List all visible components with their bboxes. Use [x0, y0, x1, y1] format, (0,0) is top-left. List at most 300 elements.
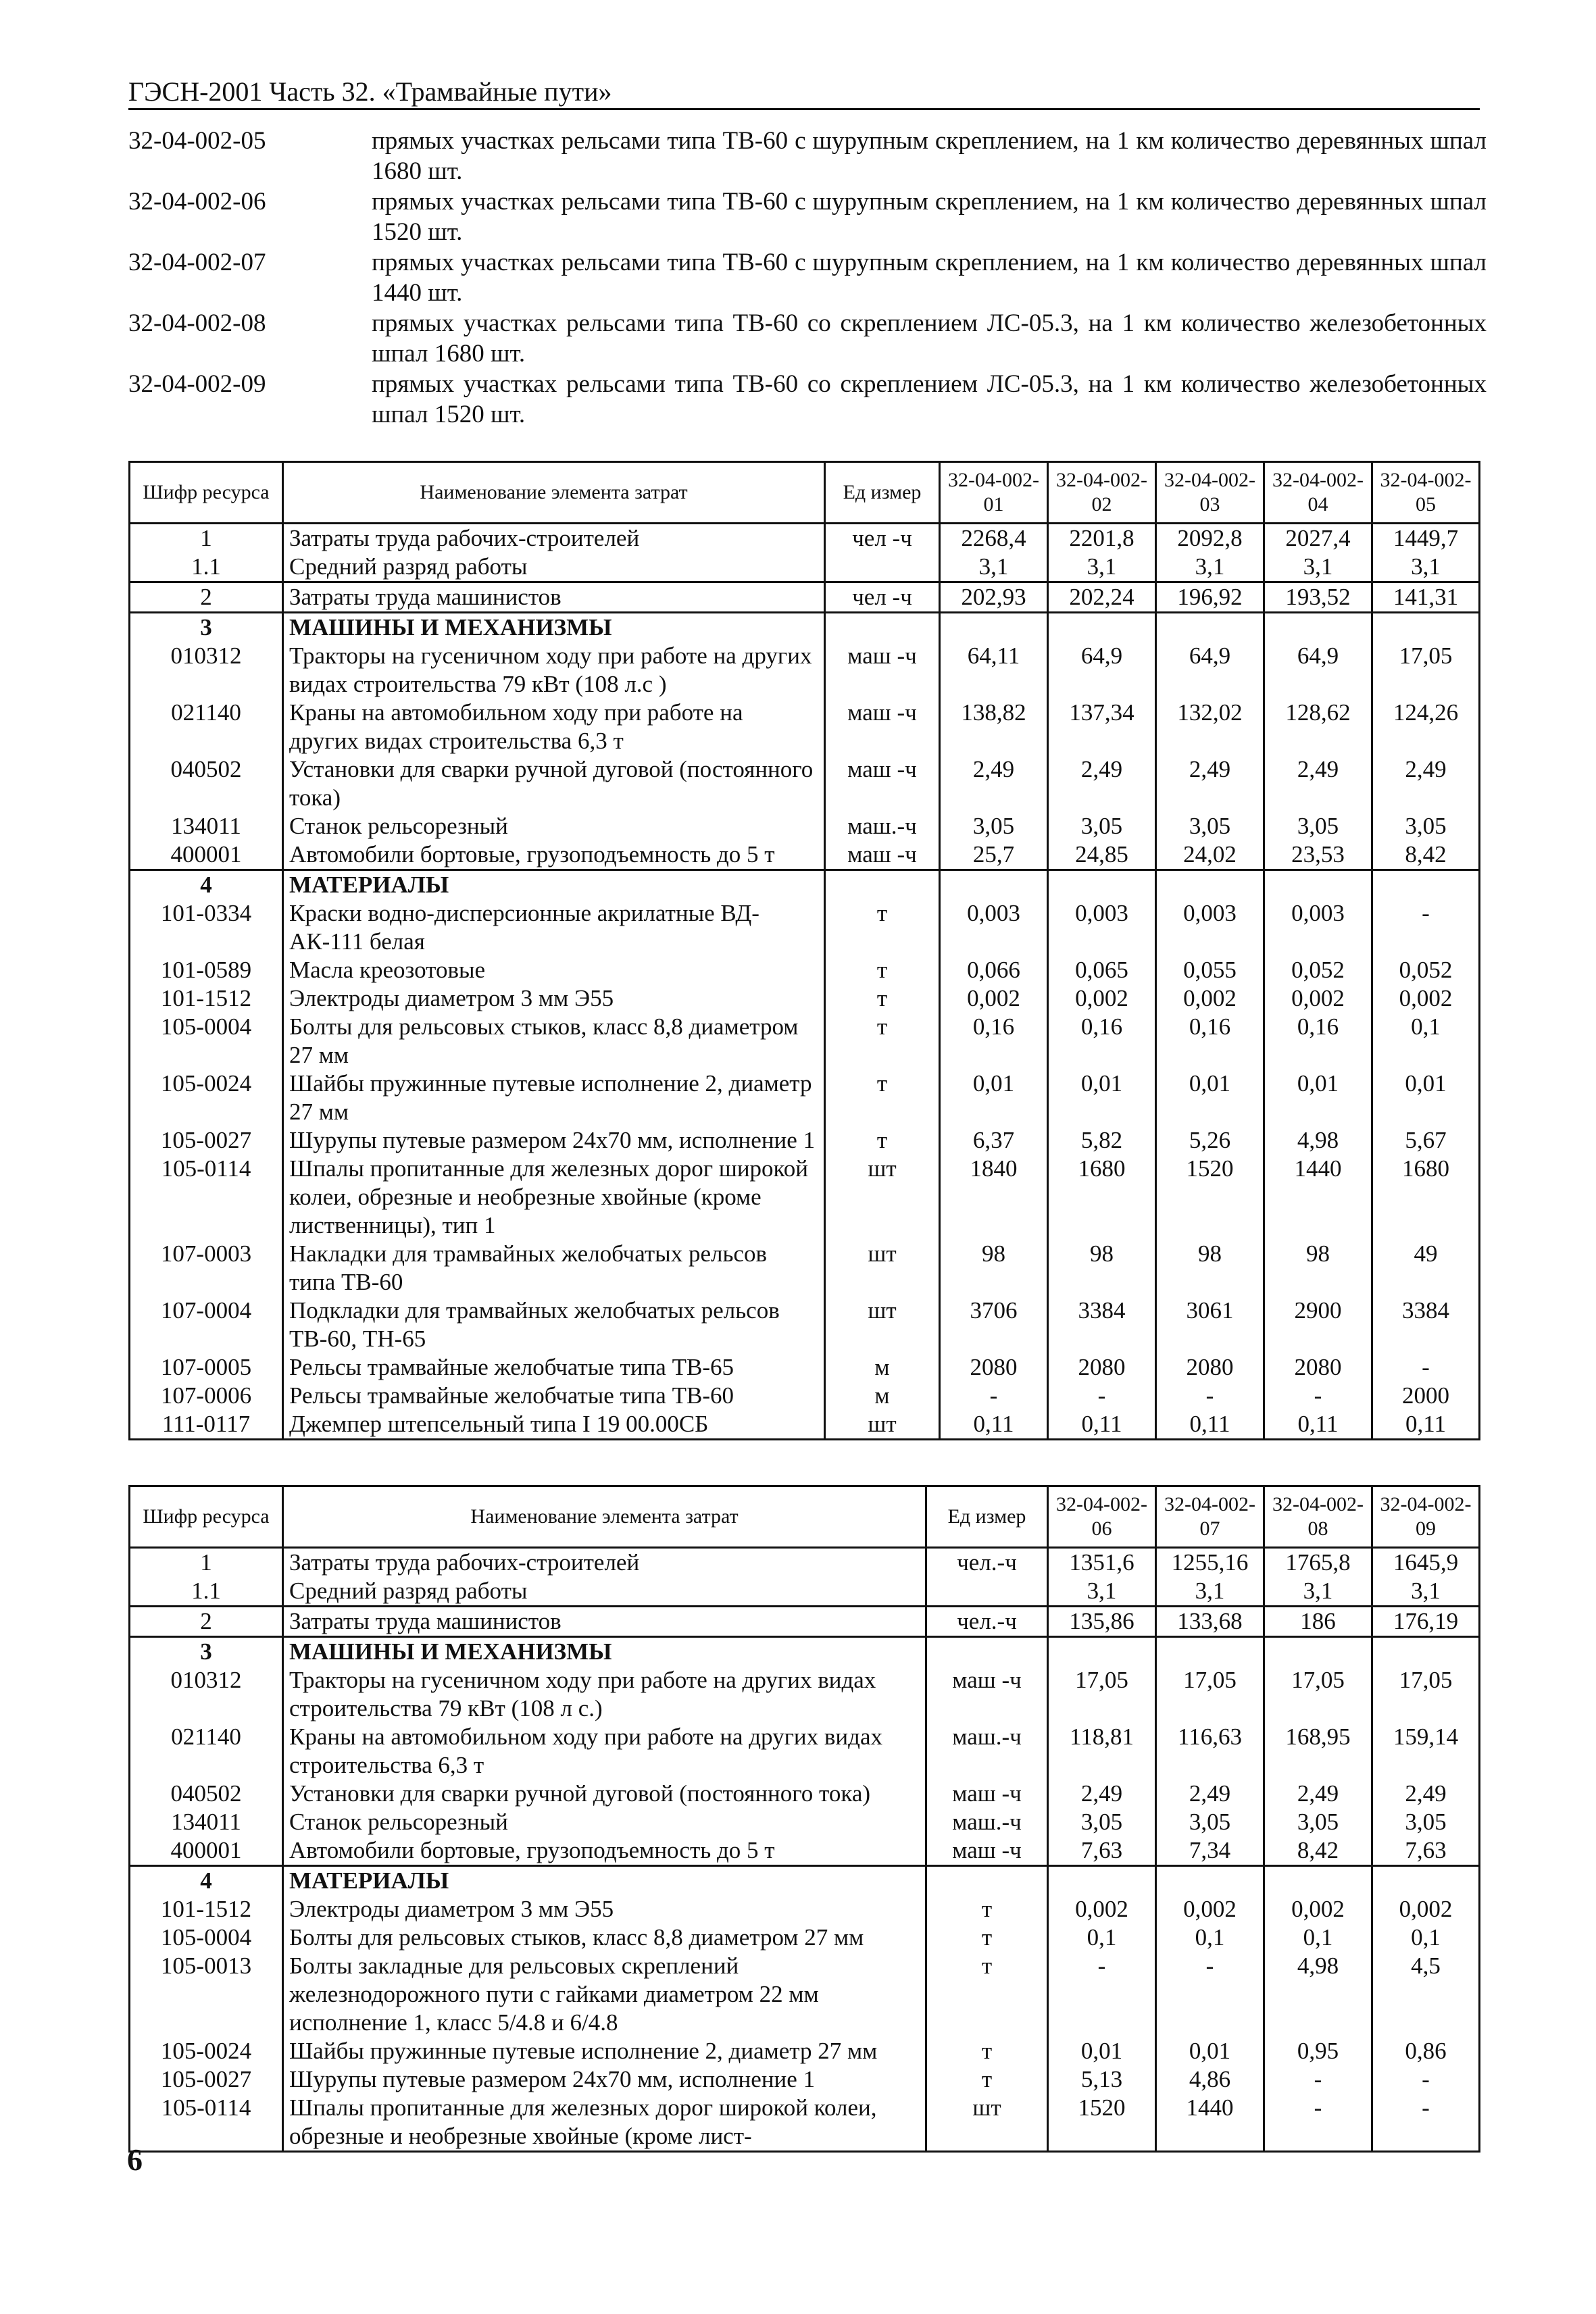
norm-value: 2,49 — [940, 755, 1048, 812]
intro-code: 32-04-002-06 — [128, 188, 266, 216]
cost-element-name: Рельсы трамвайные желобчатые типа ТВ-65 — [283, 1353, 825, 1382]
norm-value: 0,11 — [1156, 1410, 1264, 1440]
page-number: 6 — [127, 2142, 143, 2177]
norm-value: 138,82 — [940, 699, 1048, 755]
norm-value — [1372, 870, 1480, 900]
norm-value: 0,1 — [1264, 1923, 1372, 1952]
norm-value: 0,003 — [1156, 899, 1264, 956]
intro-code: 32-04-002-09 — [128, 370, 266, 398]
norm-value: 4,98 — [1264, 1952, 1372, 2037]
norm-value: 1840 — [940, 1155, 1048, 1240]
table-row — [130, 956, 1480, 984]
norm-value: 98 — [1048, 1240, 1156, 1297]
unit-of-measure — [926, 1577, 1048, 1607]
cost-element-name: Затраты труда рабочих-строителей — [283, 524, 825, 553]
unit-of-measure: чел.-ч — [926, 1607, 1048, 1637]
cost-element-name: Шпалы пропитанные для железных дорог широкой колеи, обрезные и необрезные хвойные (кроме лиственницы), тип 1 — [283, 1155, 825, 1240]
cost-element-name: Шпалы пропитанные для железных дорог широкой колеи, обрезные и необрезные хвойные (кроме лист- — [283, 2094, 926, 2152]
table-row — [130, 2065, 1480, 2094]
resource-code: 107-0003 — [130, 1240, 283, 1297]
norm-value: 1351,6 — [1048, 1548, 1156, 1578]
table-row — [130, 812, 1480, 840]
table-row — [130, 984, 1480, 1013]
norm-value — [1264, 613, 1372, 643]
norm-value: 141,31 — [1372, 582, 1480, 613]
norm-value: 98 — [1156, 1240, 1264, 1297]
norm-value: 3,05 — [1264, 812, 1372, 840]
norm-value: 186 — [1264, 1607, 1372, 1637]
unit-of-measure — [926, 1637, 1048, 1667]
table-row — [130, 613, 1480, 643]
norm-value: - — [1372, 2094, 1480, 2152]
unit-of-measure: т — [926, 1952, 1048, 2037]
norm-value: 0,01 — [1372, 1070, 1480, 1126]
norm-value — [1264, 1866, 1372, 1896]
norm-value: 1440 — [1264, 1155, 1372, 1240]
norm-value: 3706 — [940, 1297, 1048, 1353]
norm-value — [1048, 870, 1156, 900]
column-header: 32-04-002-02 — [1048, 462, 1156, 524]
table-row — [130, 1808, 1480, 1836]
norm-value: 133,68 — [1156, 1607, 1264, 1637]
norm-value — [1264, 1637, 1372, 1667]
norm-value: 0,1 — [1372, 1923, 1480, 1952]
cost-element-name: Установки для сварки ручной дуговой (постоянного тока) — [283, 755, 825, 812]
table-row — [130, 1577, 1480, 1607]
table-row — [130, 1666, 1480, 1723]
unit-of-measure: т — [825, 899, 940, 956]
norm-value: 5,82 — [1048, 1126, 1156, 1155]
table-row — [130, 1607, 1480, 1637]
resource-code: 021140 — [130, 699, 283, 755]
unit-of-measure: маш -ч — [825, 755, 940, 812]
norm-value: 2,49 — [1048, 1780, 1156, 1808]
unit-of-measure: маш -ч — [825, 840, 940, 870]
resource-code: 040502 — [130, 755, 283, 812]
norm-value: 8,42 — [1372, 840, 1480, 870]
norm-value: 137,34 — [1048, 699, 1156, 755]
resource-code: 105-0027 — [130, 2065, 283, 2094]
norm-value: - — [1264, 1382, 1372, 1410]
norm-value: 24,85 — [1048, 840, 1156, 870]
table-row — [130, 1637, 1480, 1667]
norm-value: 116,63 — [1156, 1723, 1264, 1780]
table-row — [130, 755, 1480, 812]
column-header: 32-04-002-06 — [1048, 1486, 1156, 1548]
intro-item — [128, 126, 1487, 186]
norm-value: 0,1 — [1372, 1013, 1480, 1070]
column-header: Шифр ресурса — [130, 462, 283, 524]
table-row — [130, 1297, 1480, 1353]
norm-value: - — [1156, 1952, 1264, 2037]
norm-value — [1048, 613, 1156, 643]
norm-value: - — [1372, 1353, 1480, 1382]
norm-value: 2201,8 — [1048, 524, 1156, 553]
norm-value: 0,16 — [1048, 1013, 1156, 1070]
norm-value: 2080 — [940, 1353, 1048, 1382]
column-header: Ед измер — [825, 462, 940, 524]
norm-value: 3,1 — [1048, 1577, 1156, 1607]
cost-element-name: Затраты труда машинистов — [283, 582, 825, 613]
cost-element-name: Станок рельсорезный — [283, 812, 825, 840]
column-header: 32-04-002-05 — [1372, 462, 1480, 524]
cost-element-name: МАТЕРИАЛЫ — [283, 1866, 926, 1896]
table-row — [130, 1155, 1480, 1240]
norm-value: 3,1 — [1264, 1577, 1372, 1607]
resource-code: 4 — [130, 870, 283, 900]
norm-value: 0,002 — [1264, 984, 1372, 1013]
resource-code: 105-0024 — [130, 2037, 283, 2065]
norm-value: 6,37 — [940, 1126, 1048, 1155]
norm-value: 64,9 — [1264, 642, 1372, 699]
resource-code: 021140 — [130, 1723, 283, 1780]
unit-of-measure: маш.-ч — [926, 1723, 1048, 1780]
unit-of-measure: чел -ч — [825, 582, 940, 613]
norm-value: 168,95 — [1264, 1723, 1372, 1780]
table-row — [130, 553, 1480, 582]
unit-of-measure: шт — [825, 1297, 940, 1353]
intro-text: прямых участках рельсами типа ТВ-60 со скреплением ЛС-05.3, на 1 км количество железобетонных шпал 1520 шт. — [372, 370, 1487, 428]
norm-value: 3,05 — [940, 812, 1048, 840]
unit-of-measure: т — [825, 956, 940, 984]
unit-of-measure: маш -ч — [926, 1836, 1048, 1866]
cost-element-name: Масла креозотовые — [283, 956, 825, 984]
cost-element-name: Средний разряд работы — [283, 1577, 926, 1607]
norm-value: 3,1 — [1372, 553, 1480, 582]
unit-of-measure: т — [825, 1013, 940, 1070]
norm-value: 0,1 — [1156, 1923, 1264, 1952]
table-row — [130, 1836, 1480, 1866]
resource-code: 040502 — [130, 1780, 283, 1808]
norm-value: 0,01 — [1048, 2037, 1156, 2065]
norm-value: 4,5 — [1372, 1952, 1480, 2037]
cost-element-name: Средний разряд работы — [283, 553, 825, 582]
resource-code: 400001 — [130, 1836, 283, 1866]
unit-of-measure: маш.-ч — [825, 812, 940, 840]
table-row — [130, 870, 1480, 900]
resource-code: 105-0024 — [130, 1070, 283, 1126]
norm-value: 124,26 — [1372, 699, 1480, 755]
unit-of-measure: т — [926, 2065, 1048, 2094]
cost-element-name: Краны на автомобильном ходу при работе на других видах строительства 6,3 т — [283, 699, 825, 755]
column-header: 32-04-002-08 — [1264, 1486, 1372, 1548]
cost-element-name: Краны на автомобильном ходу при работе на других видах строительства 6,3 т — [283, 1723, 926, 1780]
table-row — [130, 1013, 1480, 1070]
norm-value: 2,49 — [1156, 755, 1264, 812]
table-row — [130, 2037, 1480, 2065]
norm-value: 2080 — [1264, 1353, 1372, 1382]
norm-value: 0,11 — [940, 1410, 1048, 1440]
resource-code: 1.1 — [130, 1577, 283, 1607]
norm-value: 98 — [940, 1240, 1048, 1297]
norm-value: 3061 — [1156, 1297, 1264, 1353]
norm-value: 3,05 — [1372, 1808, 1480, 1836]
table-row — [130, 1723, 1480, 1780]
table-row — [130, 1382, 1480, 1410]
unit-of-measure: маш -ч — [825, 642, 940, 699]
norm-value: 2092,8 — [1156, 524, 1264, 553]
cost-element-name: Автомобили бортовые, грузоподъемность до 5 т — [283, 840, 825, 870]
intro-list — [128, 126, 1487, 430]
header-rule — [128, 108, 1480, 110]
resource-code: 105-0013 — [130, 1952, 283, 2037]
intro-item — [128, 308, 1487, 369]
unit-of-measure: т — [825, 1070, 940, 1126]
resource-code: 010312 — [130, 1666, 283, 1723]
norm-value — [1048, 1866, 1156, 1896]
unit-of-measure: чел.-ч — [926, 1548, 1048, 1578]
resource-code: 2 — [130, 1607, 283, 1637]
norm-value: 2900 — [1264, 1297, 1372, 1353]
table-row — [130, 1548, 1480, 1578]
norm-value: 7,34 — [1156, 1836, 1264, 1866]
table-row — [130, 899, 1480, 956]
table-row — [130, 1070, 1480, 1126]
norm-value: 0,16 — [940, 1013, 1048, 1070]
norm-value: 0,002 — [1264, 1895, 1372, 1923]
norm-value: 2080 — [1156, 1353, 1264, 1382]
norm-value: 1520 — [1156, 1155, 1264, 1240]
table-row — [130, 1952, 1480, 2037]
cost-element-name: Краски водно-дисперсионные акрилатные ВД-АК-111 белая — [283, 899, 825, 956]
intro-code: 32-04-002-05 — [128, 127, 266, 155]
unit-of-measure: шт — [825, 1410, 940, 1440]
unit-of-measure: т — [926, 1923, 1048, 1952]
intro-item — [128, 247, 1487, 308]
cost-element-name: МАШИНЫ И МЕХАНИЗМЫ — [283, 613, 825, 643]
cost-element-name: Электроды диаметром 3 мм Э55 — [283, 1895, 926, 1923]
cost-element-name: Затраты труда рабочих-строителей — [283, 1548, 926, 1578]
norm-value: 0,11 — [1048, 1410, 1156, 1440]
intro-code: 32-04-002-07 — [128, 249, 266, 276]
cost-element-name: Автомобили бортовые, грузоподъемность до 5 т — [283, 1836, 926, 1866]
norm-value: 17,05 — [1156, 1666, 1264, 1723]
norm-value: 8,42 — [1264, 1836, 1372, 1866]
resource-code: 105-0004 — [130, 1923, 283, 1952]
unit-of-measure: чел -ч — [825, 524, 940, 553]
norm-value: 3,1 — [940, 553, 1048, 582]
norm-value: 24,02 — [1156, 840, 1264, 870]
norm-value: 0,052 — [1372, 956, 1480, 984]
column-header: 32-04-002-01 — [940, 462, 1048, 524]
resource-code: 400001 — [130, 840, 283, 870]
cost-element-name: Тракторы на гусеничном ходу при работе на других видах строительства 79 кВт (108 л с.) — [283, 1666, 926, 1723]
norm-value: 17,05 — [1048, 1666, 1156, 1723]
resource-code: 134011 — [130, 812, 283, 840]
norm-value: - — [1048, 1952, 1156, 2037]
column-header: 32-04-002-04 — [1264, 462, 1372, 524]
cost-element-name: Накладки для трамвайных желобчатых рельсов типа ТВ-60 — [283, 1240, 825, 1297]
cost-element-name: Тракторы на гусеничном ходу при работе на других видах строительства 79 кВт (108 л.с ) — [283, 642, 825, 699]
norm-value: 0,002 — [1156, 984, 1264, 1013]
norm-value: 5,67 — [1372, 1126, 1480, 1155]
norm-value: 5,26 — [1156, 1126, 1264, 1155]
norm-value: 1765,8 — [1264, 1548, 1372, 1578]
table-row — [130, 1923, 1480, 1952]
norm-value: 3,1 — [1372, 1577, 1480, 1607]
norm-value: 3,05 — [1264, 1808, 1372, 1836]
intro-item — [128, 186, 1487, 247]
norm-value: 128,62 — [1264, 699, 1372, 755]
table-row — [130, 1126, 1480, 1155]
cost-element-name: Болты для рельсовых стыков, класс 8,8 диаметром 27 мм — [283, 1923, 926, 1952]
norm-value: 2027,4 — [1264, 524, 1372, 553]
norm-value: 2,49 — [1156, 1780, 1264, 1808]
norm-value: 4,86 — [1156, 2065, 1264, 2094]
norm-value: 98 — [1264, 1240, 1372, 1297]
norm-value — [1372, 1866, 1480, 1896]
unit-of-measure: т — [825, 1126, 940, 1155]
running-header: ГЭСН-2001 Часть 32. «Трамвайные пути» — [128, 76, 612, 107]
norm-value: 0,01 — [1264, 1070, 1372, 1126]
resource-code: 107-0005 — [130, 1353, 283, 1382]
unit-of-measure — [825, 613, 940, 643]
norm-value: 2,49 — [1264, 755, 1372, 812]
norm-value: 25,7 — [940, 840, 1048, 870]
norm-value: 3,1 — [1264, 553, 1372, 582]
norm-value — [1156, 1866, 1264, 1896]
cost-element-name: Установки для сварки ручной дуговой (постоянного тока) — [283, 1780, 926, 1808]
norm-value: 3,05 — [1372, 812, 1480, 840]
table-row — [130, 582, 1480, 613]
norm-value: 193,52 — [1264, 582, 1372, 613]
table-row — [130, 699, 1480, 755]
norm-value: 0,065 — [1048, 956, 1156, 984]
norm-value: 5,13 — [1048, 2065, 1156, 2094]
cost-element-name: Рельсы трамвайные желобчатые типа ТВ-60 — [283, 1382, 825, 1410]
resource-code: 1.1 — [130, 553, 283, 582]
norm-value: 1255,16 — [1156, 1548, 1264, 1578]
table-row — [130, 642, 1480, 699]
column-header: 32-04-002-03 — [1156, 462, 1264, 524]
norm-value: 2,49 — [1048, 755, 1156, 812]
norm-value: 0,1 — [1048, 1923, 1156, 1952]
norm-value: 0,11 — [1372, 1410, 1480, 1440]
unit-of-measure: шт — [926, 2094, 1048, 2152]
norm-value: 0,002 — [1372, 1895, 1480, 1923]
norm-value: 3,05 — [1048, 1808, 1156, 1836]
unit-of-measure — [825, 870, 940, 900]
norm-value: 2268,4 — [940, 524, 1048, 553]
resource-code: 3 — [130, 613, 283, 643]
table-row — [130, 1780, 1480, 1808]
column-header: Ед измер — [926, 1486, 1048, 1548]
unit-of-measure: маш -ч — [825, 699, 940, 755]
resource-code: 134011 — [130, 1808, 283, 1836]
norm-value: 2,49 — [1372, 1780, 1480, 1808]
norm-value: 0,055 — [1156, 956, 1264, 984]
resource-code: 010312 — [130, 642, 283, 699]
cost-element-name: Шайбы пружинные путевые исполнение 2, диаметр 27 мм — [283, 2037, 926, 2065]
norm-value — [1372, 1637, 1480, 1667]
norm-value: 2000 — [1372, 1382, 1480, 1410]
norm-value: 3,05 — [1156, 812, 1264, 840]
table-row — [130, 524, 1480, 553]
cost-element-name: МАШИНЫ И МЕХАНИЗМЫ — [283, 1637, 926, 1667]
norm-value: 0,01 — [940, 1070, 1048, 1126]
resource-code: 4 — [130, 1866, 283, 1896]
intro-text: прямых участках рельсами типа ТВ-60 со скреплением ЛС-05.3, на 1 км количество железобетонных шпал 1680 шт. — [372, 309, 1487, 368]
norm-value: 23,53 — [1264, 840, 1372, 870]
norm-value: 1440 — [1156, 2094, 1264, 2152]
norm-value: 135,86 — [1048, 1607, 1156, 1637]
unit-of-measure: м — [825, 1353, 940, 1382]
unit-of-measure: маш -ч — [926, 1666, 1048, 1723]
table-row — [130, 1410, 1480, 1440]
norm-value: 0,002 — [1048, 1895, 1156, 1923]
resource-table-2 — [128, 1485, 1480, 2153]
norm-value: 0,01 — [1156, 2037, 1264, 2065]
resource-code: 101-0589 — [130, 956, 283, 984]
unit-of-measure: маш.-ч — [926, 1808, 1048, 1836]
norm-value: 3,05 — [1156, 1808, 1264, 1836]
resource-code: 105-0004 — [130, 1013, 283, 1070]
resource-code: 101-1512 — [130, 984, 283, 1013]
table-row — [130, 1240, 1480, 1297]
norm-value: 196,92 — [1156, 582, 1264, 613]
norm-value — [1048, 1637, 1156, 1667]
norm-value: 7,63 — [1048, 1836, 1156, 1866]
cost-element-name: Станок рельсорезный — [283, 1808, 926, 1836]
norm-value: 0,11 — [1264, 1410, 1372, 1440]
unit-of-measure: м — [825, 1382, 940, 1410]
cost-element-name: Джемпер штепсельный типа I 19 00.00СБ — [283, 1410, 825, 1440]
norm-value: 3,05 — [1048, 812, 1156, 840]
norm-value: 3384 — [1048, 1297, 1156, 1353]
norm-value: - — [1264, 2094, 1372, 2152]
norm-value: 0,003 — [1264, 899, 1372, 956]
norm-value: 7,63 — [1372, 1836, 1480, 1866]
norm-value — [1156, 870, 1264, 900]
norm-value: 118,81 — [1048, 1723, 1156, 1780]
norm-value: 176,19 — [1372, 1607, 1480, 1637]
norm-value: 17,05 — [1372, 1666, 1480, 1723]
norm-value: 202,93 — [940, 582, 1048, 613]
resource-code: 101-1512 — [130, 1895, 283, 1923]
norm-value: 3,1 — [1048, 553, 1156, 582]
cost-element-name: Шурупы путевые размером 24х70 мм, исполнение 1 — [283, 2065, 926, 2094]
unit-of-measure: шт — [825, 1155, 940, 1240]
norm-value: 202,24 — [1048, 582, 1156, 613]
norm-value: 1449,7 — [1372, 524, 1480, 553]
norm-value: 2,49 — [1264, 1780, 1372, 1808]
cost-element-name: МАТЕРИАЛЫ — [283, 870, 825, 900]
norm-value: 1520 — [1048, 2094, 1156, 2152]
norm-value: 0,86 — [1372, 2037, 1480, 2065]
table-row — [130, 1866, 1480, 1896]
column-header: 32-04-002-07 — [1156, 1486, 1264, 1548]
norm-value: 2080 — [1048, 1353, 1156, 1382]
norm-value: 1680 — [1048, 1155, 1156, 1240]
norm-value: - — [1372, 2065, 1480, 2094]
norm-value: - — [1048, 1382, 1156, 1410]
norm-value: 159,14 — [1372, 1723, 1480, 1780]
norm-value: 0,066 — [940, 956, 1048, 984]
norm-value: 17,05 — [1372, 642, 1480, 699]
norm-value: 64,9 — [1156, 642, 1264, 699]
table-row — [130, 1353, 1480, 1382]
intro-text: прямых участках рельсами типа ТВ-60 с шурупным скреплением, на 1 км количество деревянных шпал 1520 шт. — [372, 188, 1487, 246]
norm-value: 0,052 — [1264, 956, 1372, 984]
norm-value: 64,9 — [1048, 642, 1156, 699]
unit-of-measure: т — [926, 2037, 1048, 2065]
resource-code: 105-0027 — [130, 1126, 283, 1155]
norm-value: 3,1 — [1156, 1577, 1264, 1607]
unit-of-measure: шт — [825, 1240, 940, 1297]
norm-value: 49 — [1372, 1240, 1480, 1297]
norm-value: 64,11 — [940, 642, 1048, 699]
norm-value — [940, 613, 1048, 643]
